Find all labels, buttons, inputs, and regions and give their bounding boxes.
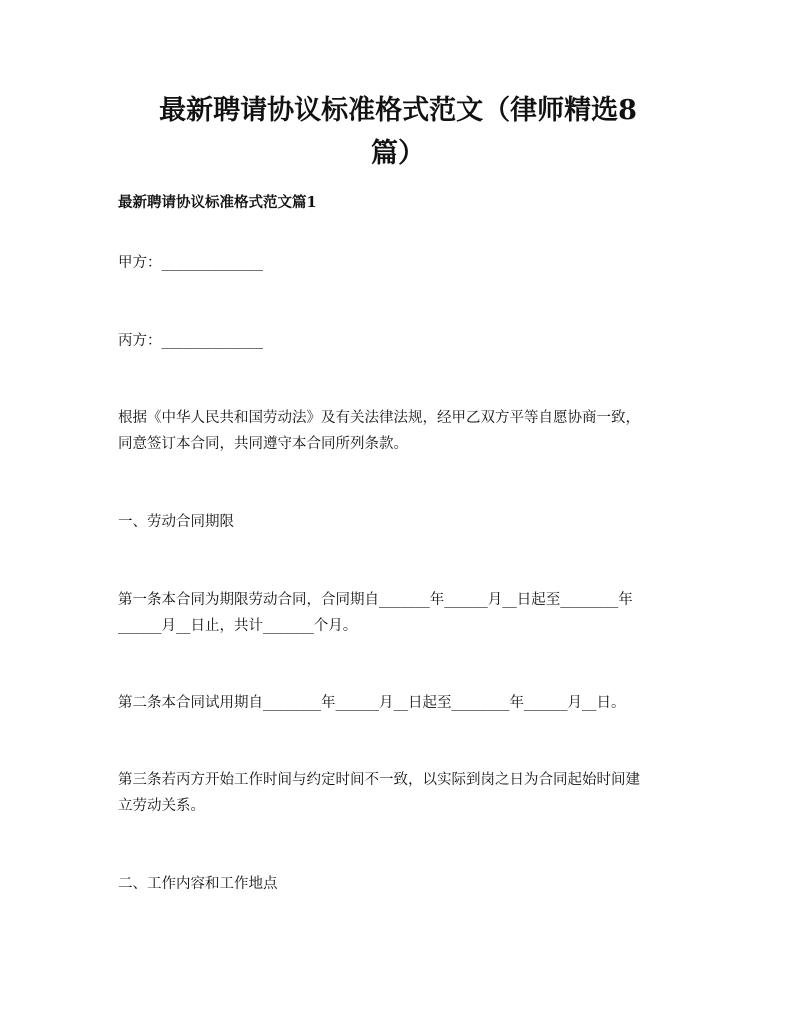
- section-2-heading: 二、工作内容和工作地点: [118, 876, 278, 892]
- party-a-line: 甲方：______________: [118, 255, 263, 271]
- intro-paragraph-line-1: 根据《中华人民共和国劳动法》及有关法律法规，经甲乙双方平等自愿协商一致，: [118, 410, 640, 426]
- article-2: 第二条本合同试用期自________年______月__日起至________年______月__日。: [118, 695, 626, 711]
- section-1-heading: 一、劳动合同期限: [118, 514, 234, 530]
- party-c-line: 丙方：______________: [118, 333, 263, 349]
- intro-paragraph-line-2: 同意签订本合同，共同遵守本合同所列条款。: [118, 436, 408, 452]
- document-subtitle: 最新聘请协议标准格式范文篇1: [118, 194, 317, 211]
- article-1-line-1: 第一条本合同为期限劳动合同，合同期自_______年______月__日起至________年: [118, 592, 633, 608]
- article-3-line-2: 立劳动关系。: [118, 798, 205, 814]
- article-3-line-1: 第三条若丙方开始工作时间与约定时间不一致，以实际到岗之日为合同起始时间建: [118, 772, 640, 788]
- document-title-line-1: 最新聘请协议标准格式范文（律师精选8: [159, 95, 637, 126]
- document-title-line-2: 篇）: [371, 138, 425, 169]
- article-1-line-2: ______月__日止，共计_______个月。: [118, 618, 358, 634]
